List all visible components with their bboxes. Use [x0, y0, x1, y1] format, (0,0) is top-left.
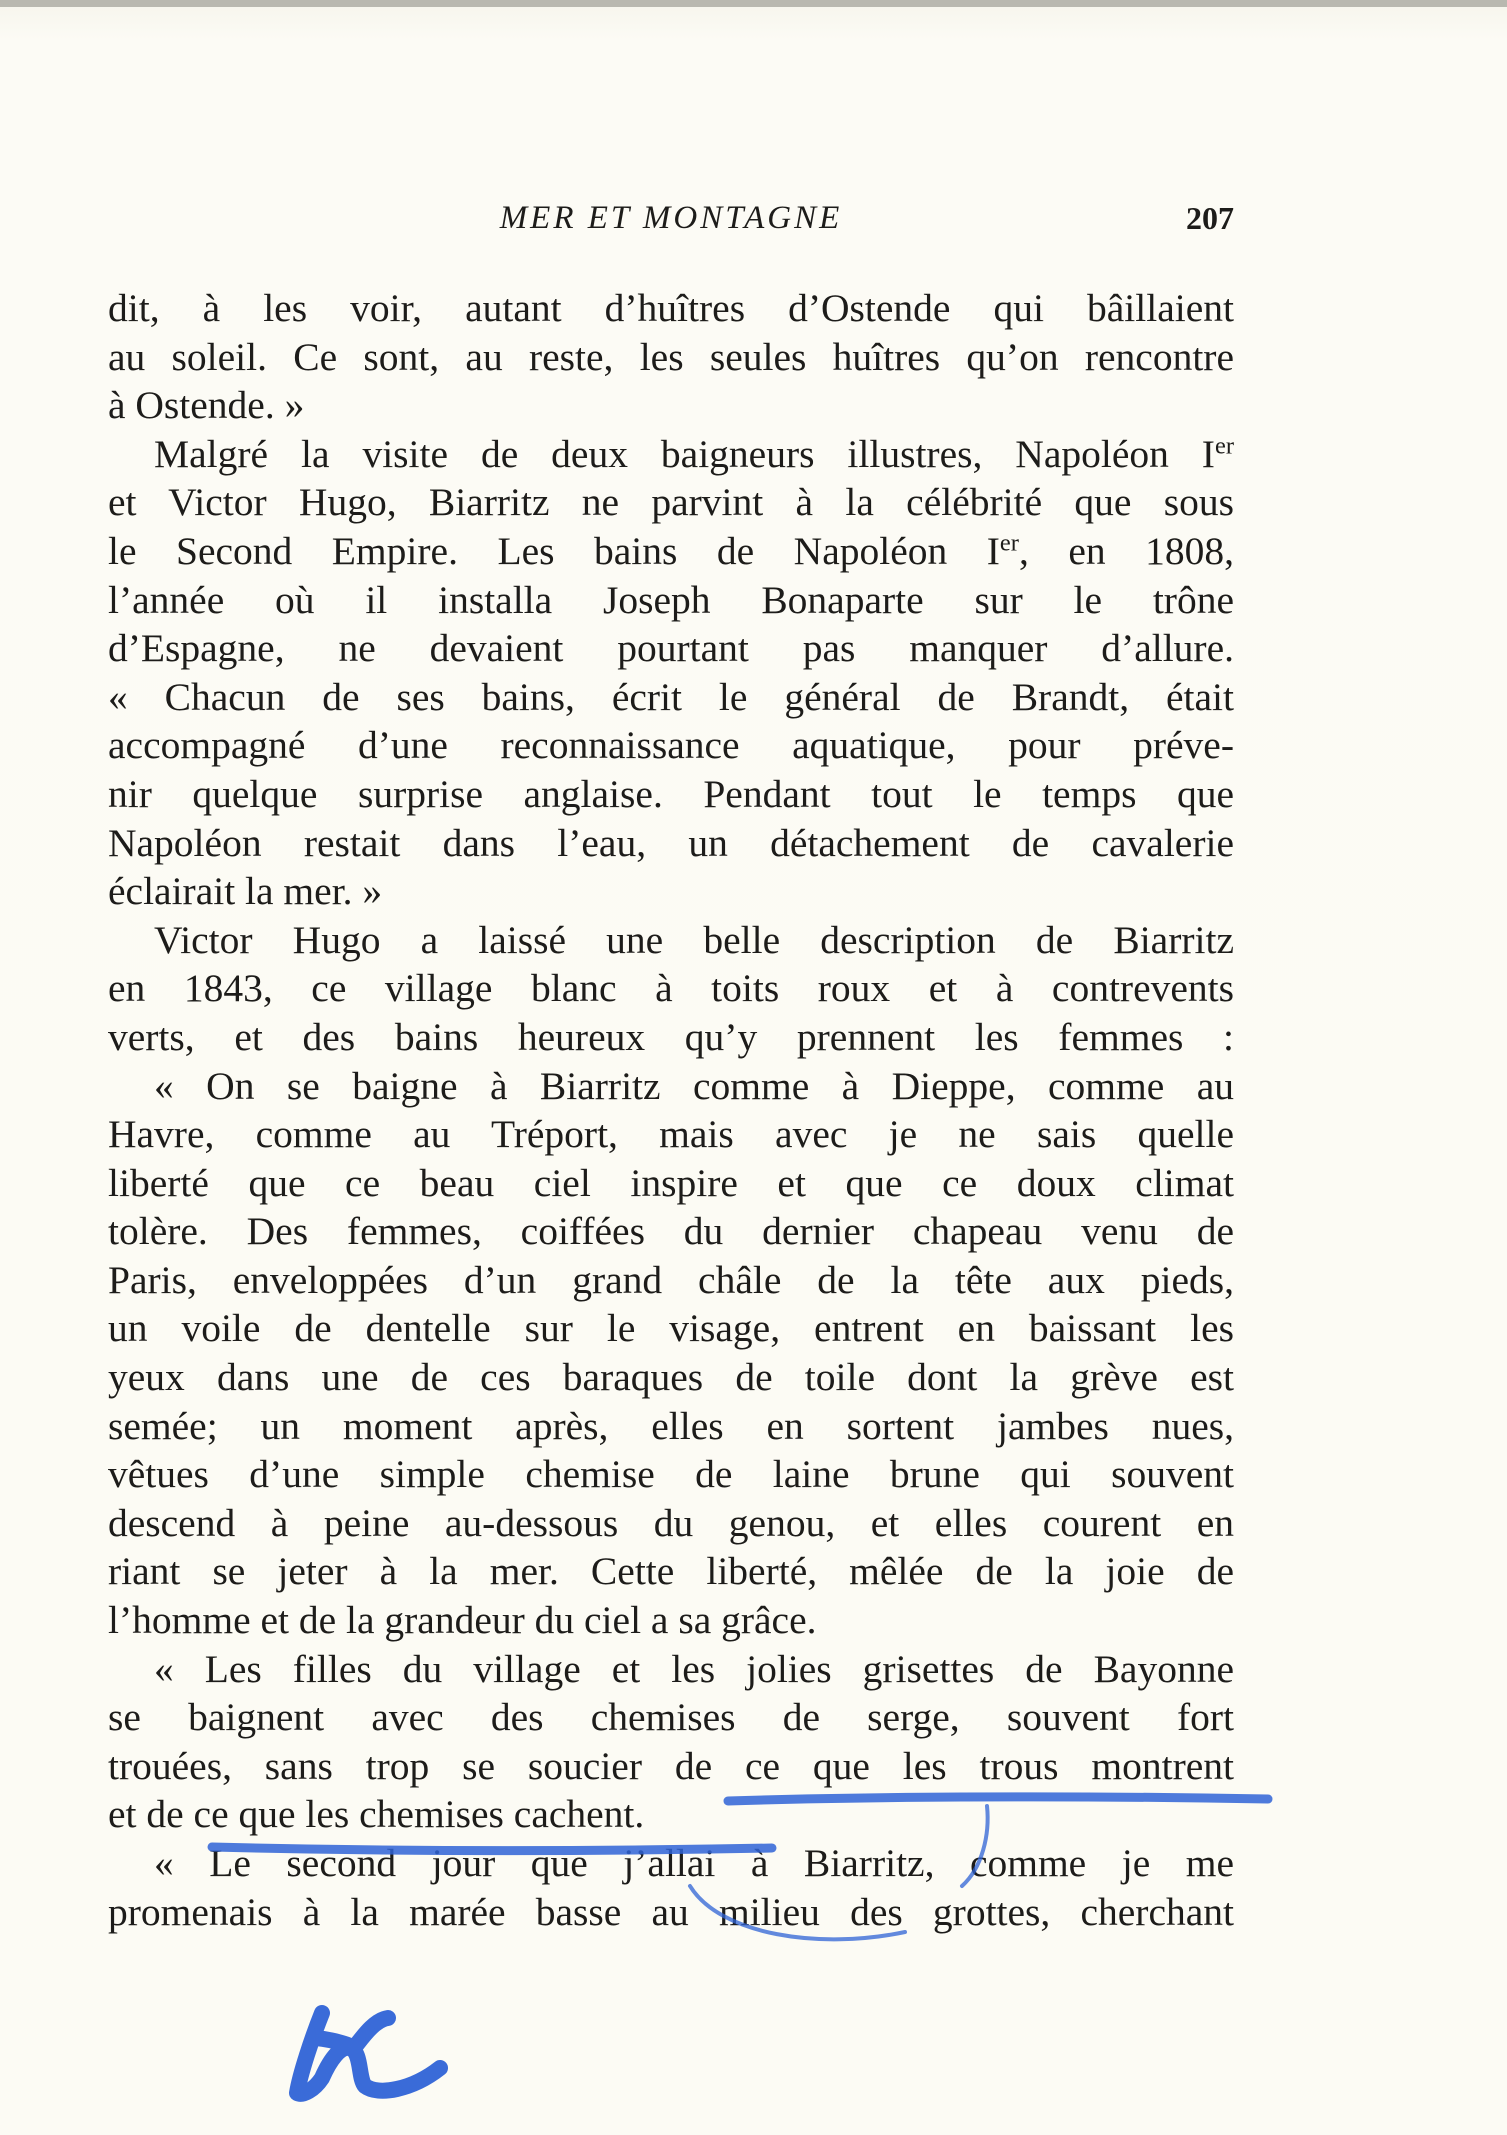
text-line: Napoléon restait dans l’eau, un détachement de cavalerie [108, 820, 1234, 865]
text-line: yeux dans une de ces baraques de toile dont la grève est [108, 1355, 1234, 1400]
text-line: « Chacun de ses bains, écrit le général de Brandt, était [108, 674, 1234, 719]
text-line: le Second Empire. Les bains de Napoléon Ier, en 1808, [108, 528, 1234, 573]
text-line: Paris, enveloppées d’un grand châle de la tête aux pieds, [108, 1257, 1234, 1302]
text-line: nir quelque surprise anglaise. Pendant tout le temps que [108, 771, 1234, 816]
text-line: et de ce que les chemises cachent. [108, 1792, 645, 1837]
running-head-title: MER ET MONTAGNE [499, 200, 843, 236]
text-line: se baignent avec des chemises de serge, souvent fort [108, 1695, 1234, 1740]
text-line: « On se baigne à Biarritz comme à Dieppe, comme au [154, 1063, 1234, 1108]
text-line: « Les filles du village et les jolies grisettes de Bayonne [154, 1646, 1234, 1691]
text-line: Victor Hugo a laissé une belle description de Biarritz [154, 917, 1234, 962]
running-head [108, 196, 1234, 240]
handwritten-initial [297, 2013, 440, 2094]
text-line: verts, et des bains heureux qu’y prennent les femmes : [108, 1014, 1234, 1059]
page-number: 207 [1186, 200, 1234, 236]
text-line: Havre, comme au Tréport, mais avec je ne sais quelle [108, 1112, 1234, 1157]
text-line: à Ostende. » [108, 383, 305, 428]
body-text [108, 284, 1234, 1936]
text-line: éclairait la mer. » [108, 869, 383, 914]
text-line: riant se jeter à la mer. Cette liberté, mêlée de la joie de [108, 1549, 1234, 1594]
text-line: l’année où il installa Joseph Bonaparte sur le trône [108, 577, 1234, 622]
text-line: au soleil. Ce sont, au reste, les seules huîtres qu’on rencontre [108, 334, 1234, 379]
text-line: en 1843, ce village blanc à toits roux et à contrevents [108, 966, 1234, 1011]
text-line: « Le second jour que j’allai à Biarritz, comme je me [154, 1841, 1234, 1885]
text-line: trouées, sans trop se soucier de ce que les trous montrent [108, 1743, 1234, 1788]
text-line: tolère. Des femmes, coiffées du dernier chapeau venu de [108, 1209, 1234, 1254]
text-line: accompagné d’une reconnaissance aquatique, pour préve- [108, 723, 1234, 768]
text-line: Malgré la visite de deux baigneurs illustres, Napoléon Ier [154, 431, 1234, 476]
text-line: et Victor Hugo, Biarritz ne parvint à la célébrité que sous [108, 480, 1234, 525]
text-line: promenais à la marée basse au milieu des grottes, cherchant [108, 1889, 1234, 1934]
text-line: liberté que ce beau ciel inspire et que ce doux climat [108, 1160, 1234, 1205]
page-top-edge [0, 0, 1507, 7]
text-line: l’homme et de la grandeur du ciel a sa grâce. [108, 1598, 817, 1643]
text-line: d’Espagne, ne devaient pourtant pas manquer d’allure. [108, 626, 1234, 671]
text-line: dit, à les voir, autant d’huîtres d’Ostende qui bâillaient [108, 286, 1234, 330]
text-line: descend à peine au-dessous du genou, et elles courent en [108, 1500, 1234, 1545]
text-line: semée; un moment après, elles en sortent jambes nues, [108, 1403, 1234, 1448]
text-line: vêtues d’une simple chemise de laine brune qui souvent [108, 1452, 1234, 1497]
text-line: un voile de dentelle sur le visage, entrent en baissant les [108, 1306, 1234, 1351]
